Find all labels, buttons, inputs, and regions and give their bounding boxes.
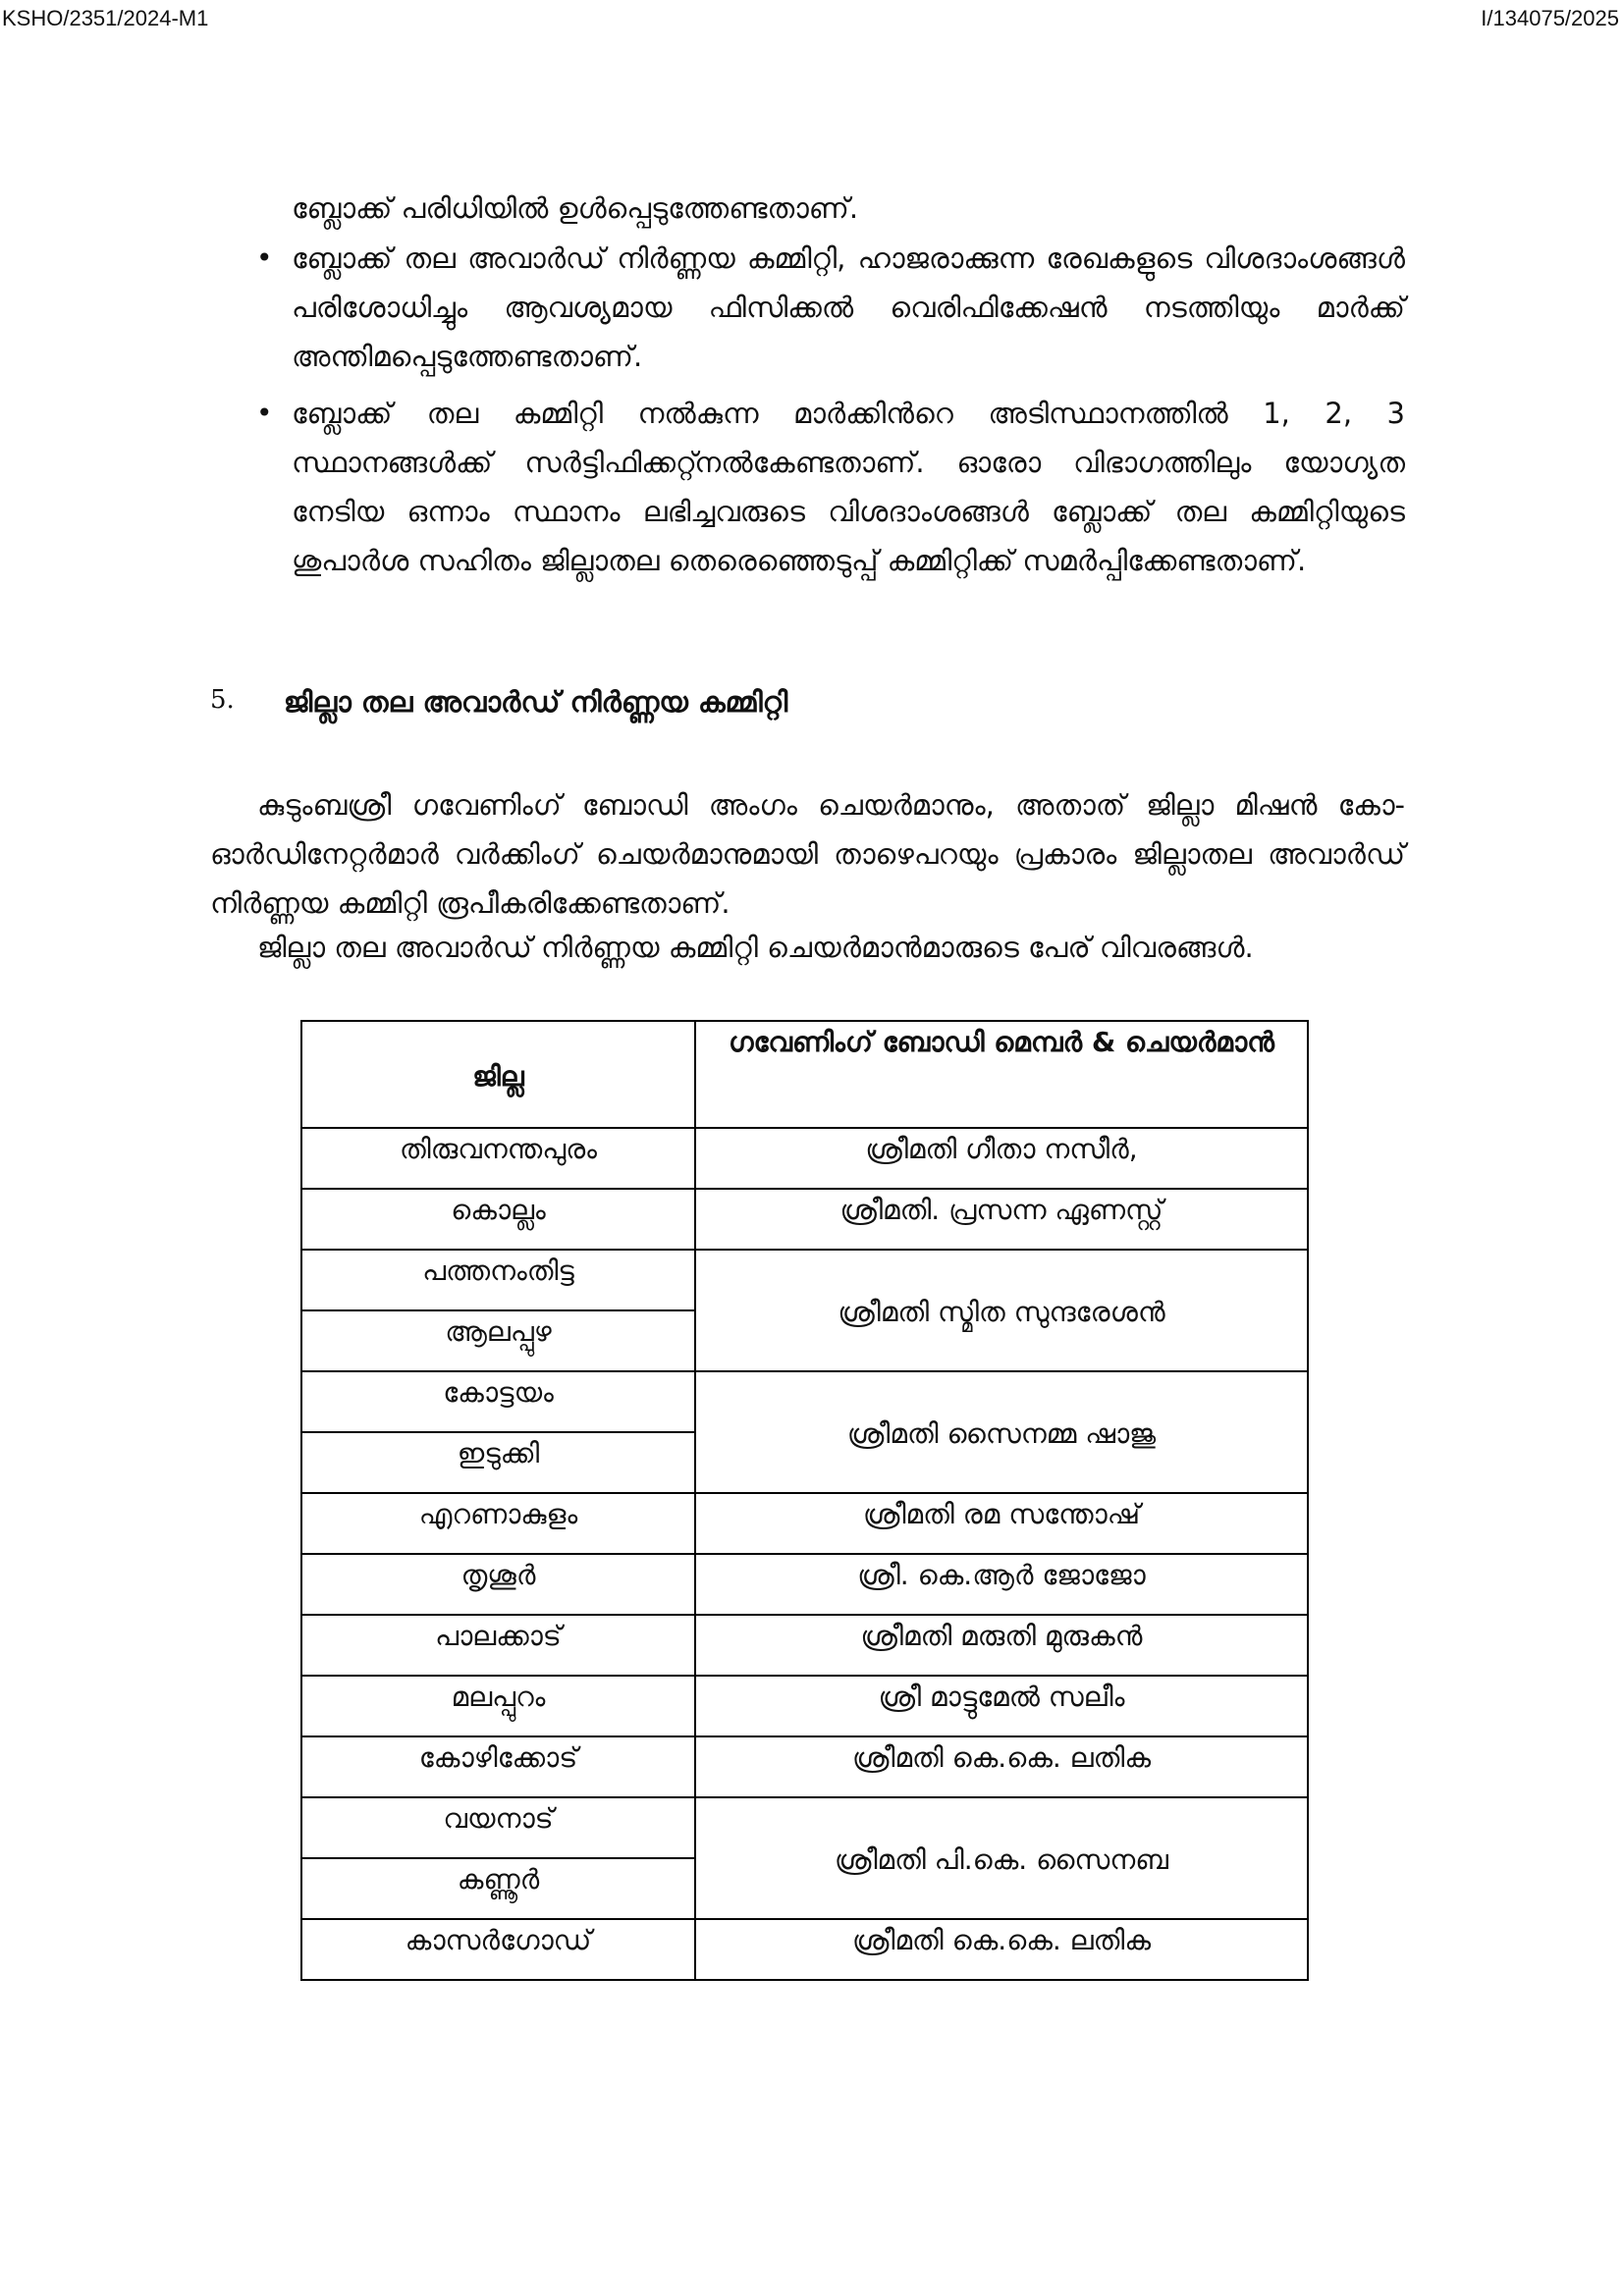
section-heading xyxy=(210,685,787,720)
document-reference-left: KSHO/2351/2024-M1 xyxy=(2,6,209,30)
district-cell: ആലപ്പുഴ xyxy=(301,1310,695,1371)
table-row xyxy=(301,1554,1308,1615)
column-header-district: ജില്ല xyxy=(301,1021,695,1128)
table-row xyxy=(301,1615,1308,1676)
chairman-cell: ശ്രീമതി ഗീതാ നസീർ, xyxy=(695,1128,1308,1189)
chairman-cell: ശ്രീ മാട്ടുമേൽ സലീം xyxy=(695,1676,1308,1736)
table-row xyxy=(301,1371,1308,1432)
column-header-chairman: ഗവേണിംഗ് ബോഡി മെമ്പർ & ചെയർമാൻ xyxy=(695,1021,1308,1128)
body-paragraph: കുടുംബശ്രീ ഗവേണിംഗ് ബോഡി അംഗം ചെയർമാനും, അതാത് ജില്ലാ മിഷൻ കോ-ഓർഡിനേറ്റർമാർ വർക്കിംഗ് ചെയർമാനുമായി താഴെപറയും പ്രകാരം ജില്ലാതല അവാർഡ് നിർണ്ണയ കമ്മിറ്റി രൂപീകരിക്കേണ്ടതാണ്. xyxy=(210,788,1405,920)
table-row xyxy=(301,1797,1308,1858)
district-cell: കാസർഗോഡ് xyxy=(301,1919,695,1980)
bullet-item: • ബ്ലോക്ക് തല കമ്മിറ്റി നൽകുന്ന മാർക്കിൻറെ അടിസ്ഥാനത്തിൽ 1, 2, 3 സ്ഥാനങ്ങൾക്ക് സർട്ടിഫിക്കറ്റ്നൽകേണ്ടതാണ്. ഓരോ വിഭാഗത്തിലും യോഗ്യത നേടിയ ഒന്നാം സ്ഥാനം ലഭിച്ചവരുടെ വിശദാംശങ്ങൾ ബ്ലോക്ക് തല കമ്മിറ്റിയുടെ ശുപാർശ സഹിതം ജില്ലാതല തെരെഞ്ഞെടുപ്പ് കമ്മിറ്റിക്ക് സമർപ്പിക്കേണ്ടതാണ്. xyxy=(292,389,1405,585)
chairman-cell: ശ്രീമതി കെ.കെ. ലതിക xyxy=(695,1736,1308,1797)
district-cell: കോഴിക്കോട് xyxy=(301,1736,695,1797)
table-row xyxy=(301,1493,1308,1554)
district-cell: ഇടുക്കി xyxy=(301,1432,695,1493)
continuation-line: ബ്ലോക്ക് പരിധിയിൽ ഉൾപ്പെടുത്തേണ്ടതാണ്. xyxy=(292,191,859,225)
district-cell: തിരുവനന്തപുരം xyxy=(301,1128,695,1189)
chairman-cell: ശ്രീമതി കെ.കെ. ലതിക xyxy=(695,1919,1308,1980)
chairman-cell: ശ്രീ. കെ.ആർ ജോജോ xyxy=(695,1554,1308,1615)
table-row xyxy=(301,1189,1308,1250)
table-intro-line: ജില്ലാ തല അവാർഡ് നിർണ്ണയ കമ്മിറ്റി ചെയർമാൻമാരുടെ പേര് വിവരങ്ങൾ. xyxy=(257,931,1254,964)
table-row xyxy=(301,1919,1308,1980)
table-header-row xyxy=(301,1021,1308,1128)
section-number: 5. xyxy=(210,685,235,715)
chairman-cell: ശ്രീമതി. പ്രസന്ന ഏണസ്റ്റ് xyxy=(695,1189,1308,1250)
district-cell: പത്തനംതിട്ട xyxy=(301,1250,695,1310)
table-row xyxy=(301,1128,1308,1189)
district-chairman-table xyxy=(300,1020,1309,1981)
district-cell: പാലക്കാട് xyxy=(301,1615,695,1676)
district-cell: എറണാകുളം xyxy=(301,1493,695,1554)
chairman-cell: ശ്രീമതി രമ സന്തോഷ് xyxy=(695,1493,1308,1554)
bullet-item: • ബ്ലോക്ക് തല അവാർഡ് നിർണ്ണയ കമ്മിറ്റി, ഹാജരാക്കുന്ന രേഖകളുടെ വിശദാംശങ്ങൾ പരിശോധിച്ചും ആവശ്യമായ ഫിസിക്കൽ വെരിഫിക്കേഷൻ നടത്തിയും മാർക്ക് അന്തിമപ്പെടുത്തേണ്ടതാണ്. xyxy=(292,234,1405,381)
district-cell: കോട്ടയം xyxy=(301,1371,695,1432)
section-title: ജില്ലാ തല അവാർഡ് നിർണ്ണയ കമ്മിറ്റി xyxy=(283,685,788,719)
district-cell: കണ്ണൂർ xyxy=(301,1858,695,1919)
document-reference-right: I/134075/2025 xyxy=(1481,6,1619,30)
table-row xyxy=(301,1250,1308,1310)
district-cell: മലപ്പുറം xyxy=(301,1676,695,1736)
chairman-cell: ശ്രീമതി പി.കെ. സൈനബ xyxy=(695,1797,1308,1919)
chairman-cell: ശ്രീമതി സൈനമ്മ ഷാജു xyxy=(695,1371,1308,1493)
district-cell: തൃശൂർ xyxy=(301,1554,695,1615)
bullet-list xyxy=(292,234,1405,593)
table-row xyxy=(301,1736,1308,1797)
district-cell: വയനാട് xyxy=(301,1797,695,1858)
chairman-cell: ശ്രീമതി മരുതി മുരുകൻ xyxy=(695,1615,1308,1676)
chairman-cell: ശ്രീമതി സ്മിത സുന്ദരേശൻ xyxy=(695,1250,1308,1371)
table-row xyxy=(301,1676,1308,1736)
district-cell: കൊല്ലം xyxy=(301,1189,695,1250)
